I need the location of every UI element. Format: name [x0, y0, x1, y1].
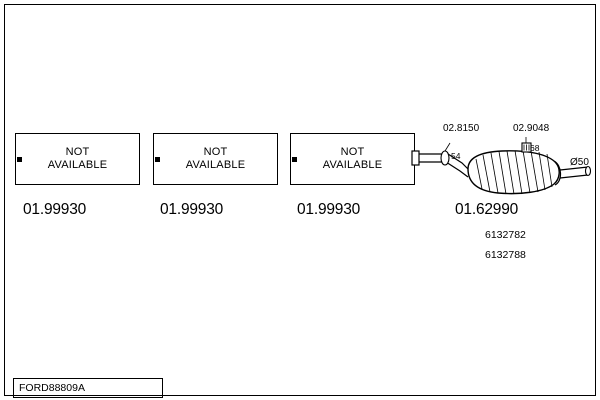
part-code-2: 01.99930: [160, 201, 224, 218]
clamp-right-size: 68: [530, 143, 540, 153]
part-box-2-label: NOT AVAILABLE: [185, 146, 246, 171]
diagram-frame: [4, 4, 596, 396]
part-code-1: 01.99930: [23, 201, 87, 218]
part-box-3[interactable]: [290, 133, 415, 185]
part-box-2[interactable]: [153, 133, 278, 185]
reference-box: [13, 378, 163, 398]
clamp-left-size: 54: [451, 151, 461, 161]
muffler-subcode-2: 6132788: [485, 249, 526, 261]
clamp-right-code: 02.9048: [513, 123, 550, 134]
part-code-3: 01.99930: [297, 201, 361, 218]
part-connector-nub-2: [155, 157, 160, 162]
part-box-1[interactable]: [15, 133, 140, 185]
reference-label: FORD88809A: [19, 382, 85, 394]
part-box-3-label: NOT AVAILABLE: [322, 146, 383, 171]
muffler-code: 01.62990: [455, 201, 519, 218]
part-box-1-label: NOT AVAILABLE: [47, 146, 108, 171]
part-connector-nub-3: [292, 157, 297, 162]
clamp-left-code: 02.8150: [443, 123, 480, 134]
part-connector-nub-1: [17, 157, 22, 162]
outlet-diameter-label: Ø50: [570, 157, 589, 168]
muffler-subcode-1: 6132782: [485, 229, 526, 241]
